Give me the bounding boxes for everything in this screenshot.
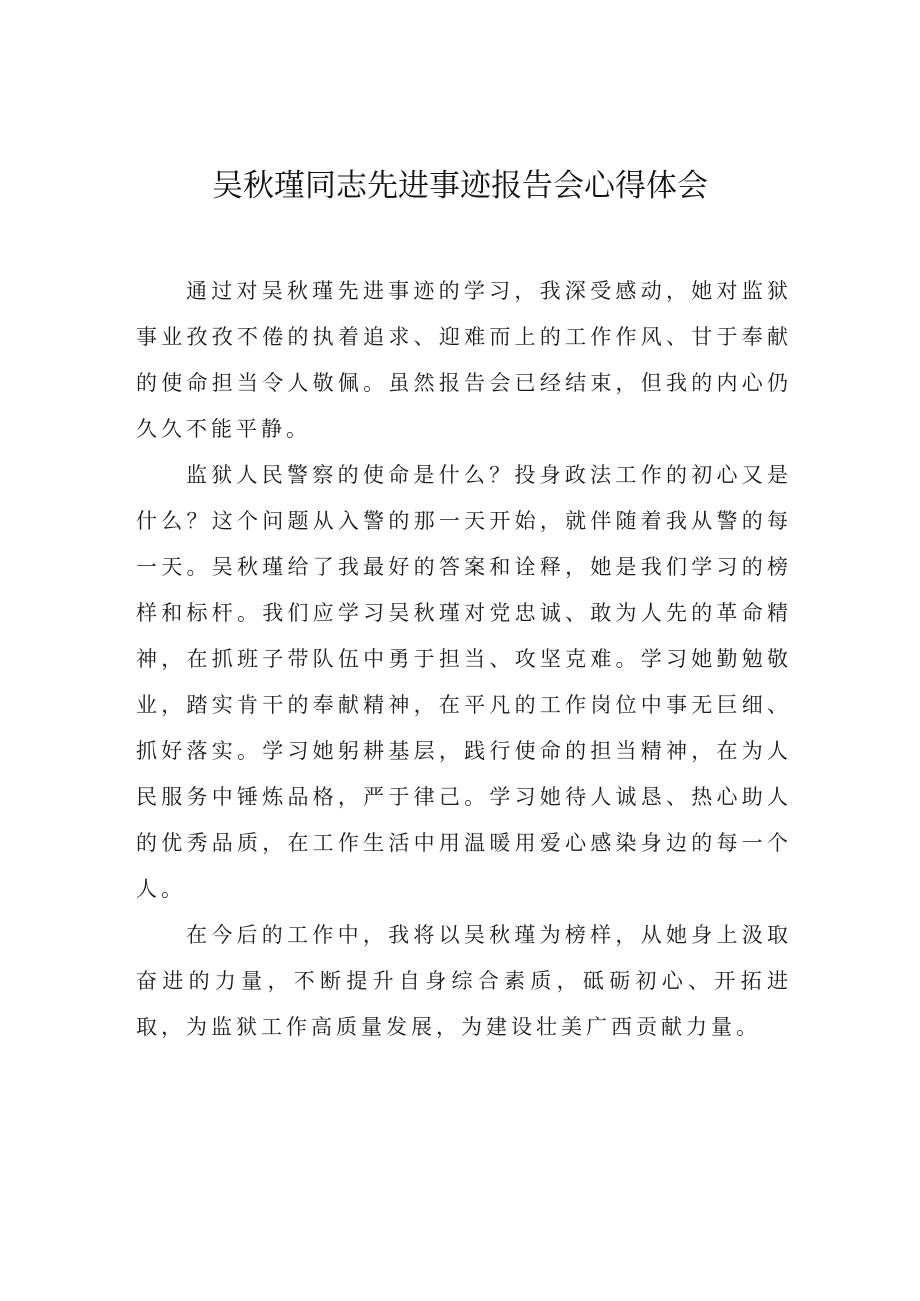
paragraph-3: 在今后的工作中，我将以吴秋瑾为榜样，从她身上汲取奋进的力量，不断提升自身综合素质，砥砺初心、开拓进取，为监狱工作高质量发展，为建设壮美广西贡献力量。	[136, 923, 792, 1039]
paragraph-1: 通过对吴秋瑾先进事迹的学习，我深受感动，她对监狱事业孜孜不倦的执着追求、迎难而上的工作作风、甘于奉献的使命担当令人敬佩。虽然报告会已经结束，但我的内心仍久久不能平静。	[136, 279, 792, 441]
document-title: 吴秋瑾同志先进事迹报告会心得体会	[212, 168, 708, 204]
document-body	[136, 268, 792, 1050]
paragraph-2: 监狱人民警察的使命是什么？投身政法工作的初心又是什么？这个问题从入警的那一天开始，就伴随着我从警的每一天。吴秋瑾给了我最好的答案和诠释，她是我们学习的榜样和标杆。我们应学习吴秋瑾对党忠诚、敢为人先的革命精神，在抓班子带队伍中勇于担当、攻坚克难。学习她勤勉敬业，踏实肯干的奉献精神，在平凡的工作岗位中事无巨细、抓好落实。学习她躬耕基层，践行使命的担当精神，在为人民服务中锤炼品格，严于律己。学习她待人诚恳、热心助人的优秀品质，在工作生活中用温暖用爱心感染身边的每一个人。	[136, 463, 792, 901]
